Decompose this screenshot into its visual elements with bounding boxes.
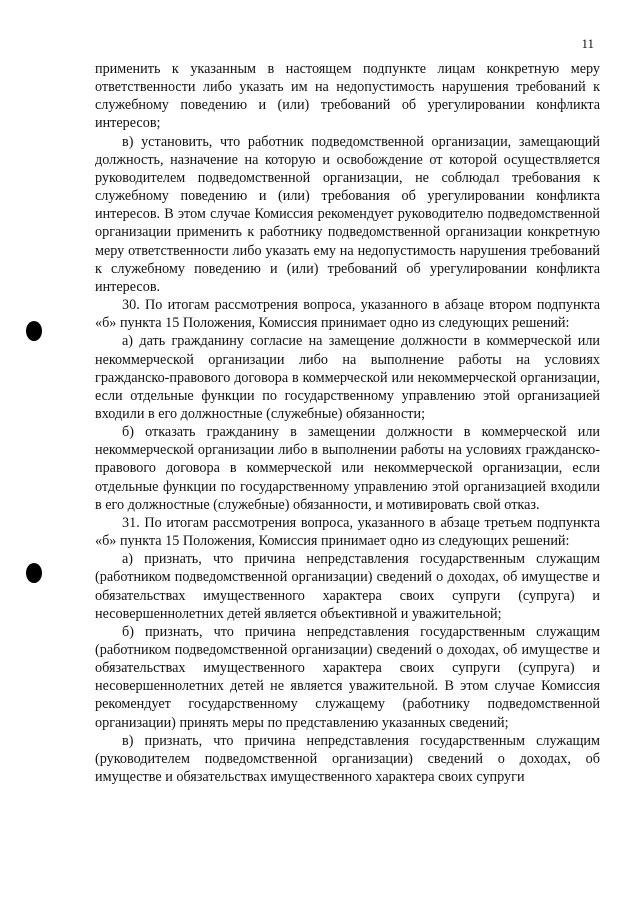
page-number: 11 — [581, 36, 594, 51]
paragraph-clause-30: 30. По итогам рассмотрения вопроса, указанного в абзаце втором подпункта «б» пункта 15 Положения, Комиссия принимает одно из следующих решений: — [95, 297, 600, 332]
paragraph-clause-31: 31. По итогам рассмотрения вопроса, указанного в абзаце третьем подпункта «б» пункта 15 Положения, Комиссия принимает одно из следующих решений: — [95, 514, 600, 550]
paragraph-continuation: применить к указанным в настоящем подпункте лицам конкретную меру ответственности либо указать им на недопустимость нарушения требований к служебному поведению и (или) требований об урегулировании конфликта интересов; — [95, 61, 600, 132]
punch-hole-mark — [26, 321, 42, 341]
paragraph-item-a: а) признать, что причина непредставления государственным служащим (работником подведомственной организации) сведений о доходах, об имуществе и обязательствах имущественного характера своих супруги (супруга) и несовершеннолетних детей является объективной и уважительной; — [95, 551, 600, 622]
document-body — [95, 60, 600, 786]
paragraph-item-v: в) установить, что работник подведомственной организации, замещающий должность, назначение на которую и освобождение от которой осуществляется руководителем подведомственной организации, не соблюдал требования к служебному поведению и (или) требования об урегулировании конфликта интересов. В этом случае Комиссия рекомендует руководителю подведомственной организации применить к работнику подведомственной организации конкретную меру ответственности либо указать ему на недопустимость нарушения требований к служебному поведению и (или) требований об урегулировании конфликта интересов. — [95, 133, 600, 295]
paragraph-item-b: б) признать, что причина непредставления государственным служащим (работником подведомственной организации) сведений о доходах, об имуществе и обязательствах имущественного характера своих супруги (супруга) и несовершеннолетних детей не является уважительной. В этом случае Комиссия рекомендует государственному служащему (работнику подведомственной организации) принять меры по представлению указанных сведений; — [95, 623, 600, 731]
paragraph-item-v: в) признать, что причина непредставления государственным служащим (руководителем подведомственной организации) сведений о доходах, об имуществе и обязательствах имущественного характера своих супруги — [95, 732, 600, 786]
punch-hole-mark — [26, 563, 42, 583]
paragraph-item-a: а) дать гражданину согласие на замещение должности в коммерческой или некоммерческой организации либо на выполнение работы на условиях гражданско-правового договора в коммерческой или некоммерческой организации, если отдельные функции по государственному управлению этой организацией входили в его должностные (служебные) обязанности; — [95, 333, 600, 422]
paragraph-item-b: б) отказать гражданину в замещении должности в коммерческой или некоммерческой организации либо в выполнении работы на условиях гражданско-правового договора в коммерческой или некоммерческой организации, если отдельные функции по государственному управлению этой организацией входили в его должностные (служебные) обязанности, и мотивировать свой отказ. — [95, 424, 600, 513]
